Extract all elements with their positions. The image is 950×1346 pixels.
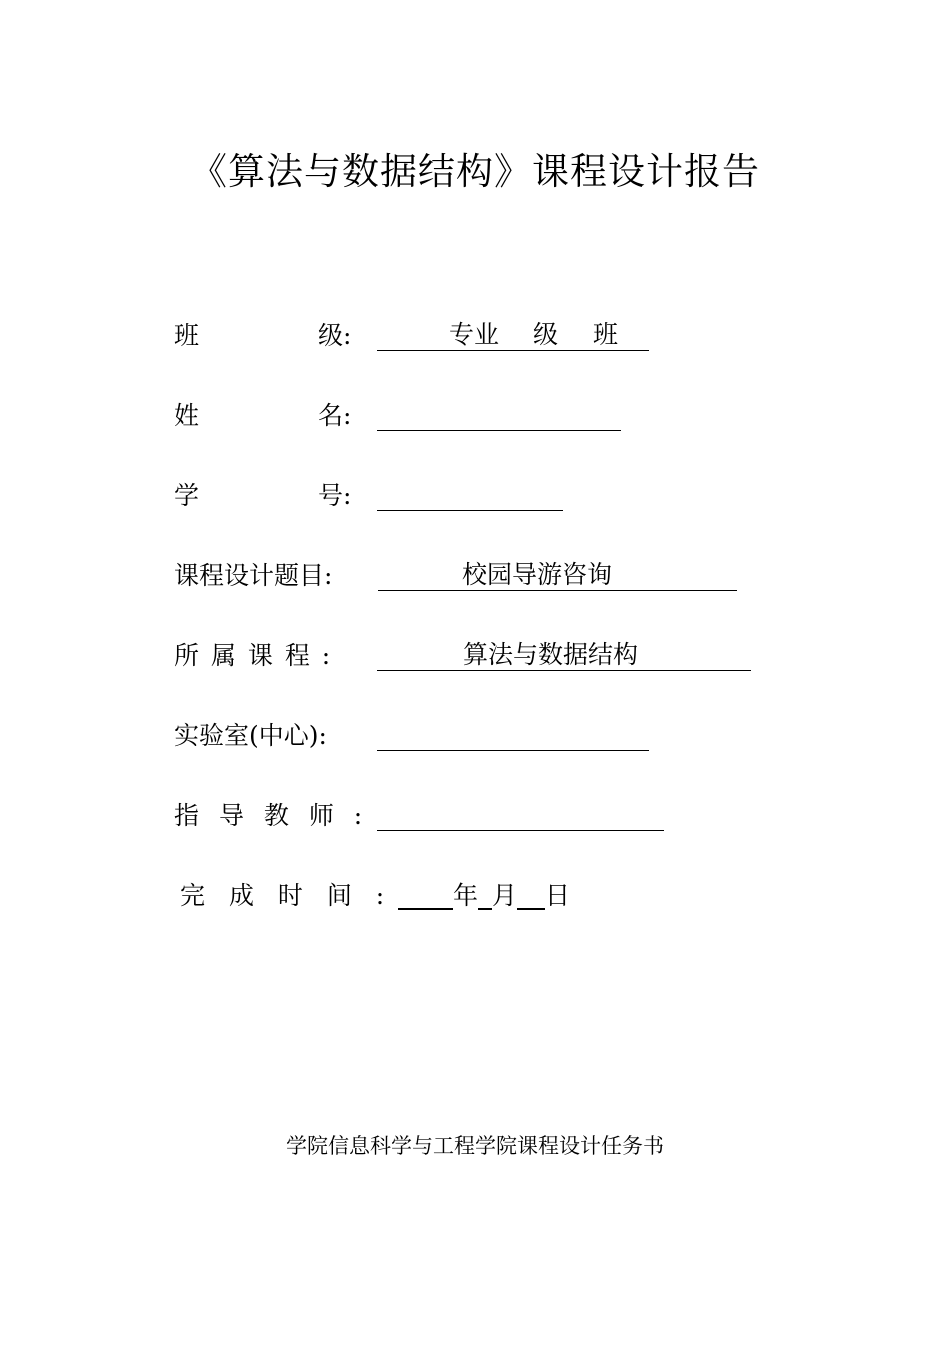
name-label-first: 姓 bbox=[174, 401, 200, 430]
day-blank[interactable] bbox=[517, 878, 545, 910]
student-id-row bbox=[174, 478, 574, 514]
name-row bbox=[174, 398, 624, 434]
day-unit: 日 bbox=[545, 881, 571, 910]
footer-text: 学院信息科学与工程学院课程设计任务书 bbox=[286, 1134, 664, 1158]
course-row bbox=[174, 638, 754, 674]
completion-label: 完 成 时 间 : bbox=[180, 881, 393, 910]
course-label: 所 属 课 程 : bbox=[174, 641, 333, 670]
lab-row bbox=[174, 718, 654, 754]
class-grade: 级 bbox=[533, 320, 559, 349]
completion-row bbox=[174, 878, 594, 914]
lab-field[interactable] bbox=[377, 718, 649, 751]
course-field[interactable] bbox=[377, 638, 751, 671]
topic-label: 课程设计题目: bbox=[174, 561, 333, 590]
report-title: 《算法与数据结构》课程设计报告 bbox=[190, 150, 760, 193]
student-id-label-first: 学 bbox=[174, 481, 200, 510]
year-unit: 年 bbox=[453, 881, 479, 910]
advisor-label: 指 导 教 师 : bbox=[174, 801, 369, 830]
advisor-row bbox=[174, 798, 669, 834]
month-unit: 月 bbox=[492, 881, 518, 910]
class-field[interactable] bbox=[377, 318, 649, 351]
class-row bbox=[174, 318, 654, 354]
year-blank[interactable] bbox=[398, 878, 453, 910]
class-label-first: 班 bbox=[174, 321, 200, 350]
student-id-label-second: 号: bbox=[318, 481, 352, 510]
class-class: 班 bbox=[593, 320, 619, 349]
topic-row bbox=[174, 558, 744, 594]
advisor-field[interactable] bbox=[377, 798, 664, 831]
month-blank[interactable] bbox=[478, 878, 492, 910]
course-value: 算法与数据结构 bbox=[463, 640, 639, 669]
class-major: 专业 bbox=[449, 320, 500, 349]
name-field[interactable] bbox=[377, 398, 621, 431]
student-id-field[interactable] bbox=[377, 478, 563, 511]
completion-date bbox=[398, 878, 570, 914]
name-label-second: 名: bbox=[318, 401, 352, 430]
topic-field[interactable] bbox=[378, 558, 737, 591]
topic-value: 校园导游咨询 bbox=[462, 560, 613, 589]
lab-label: 实验室(中心): bbox=[174, 721, 327, 750]
class-label-second: 级: bbox=[318, 321, 352, 350]
